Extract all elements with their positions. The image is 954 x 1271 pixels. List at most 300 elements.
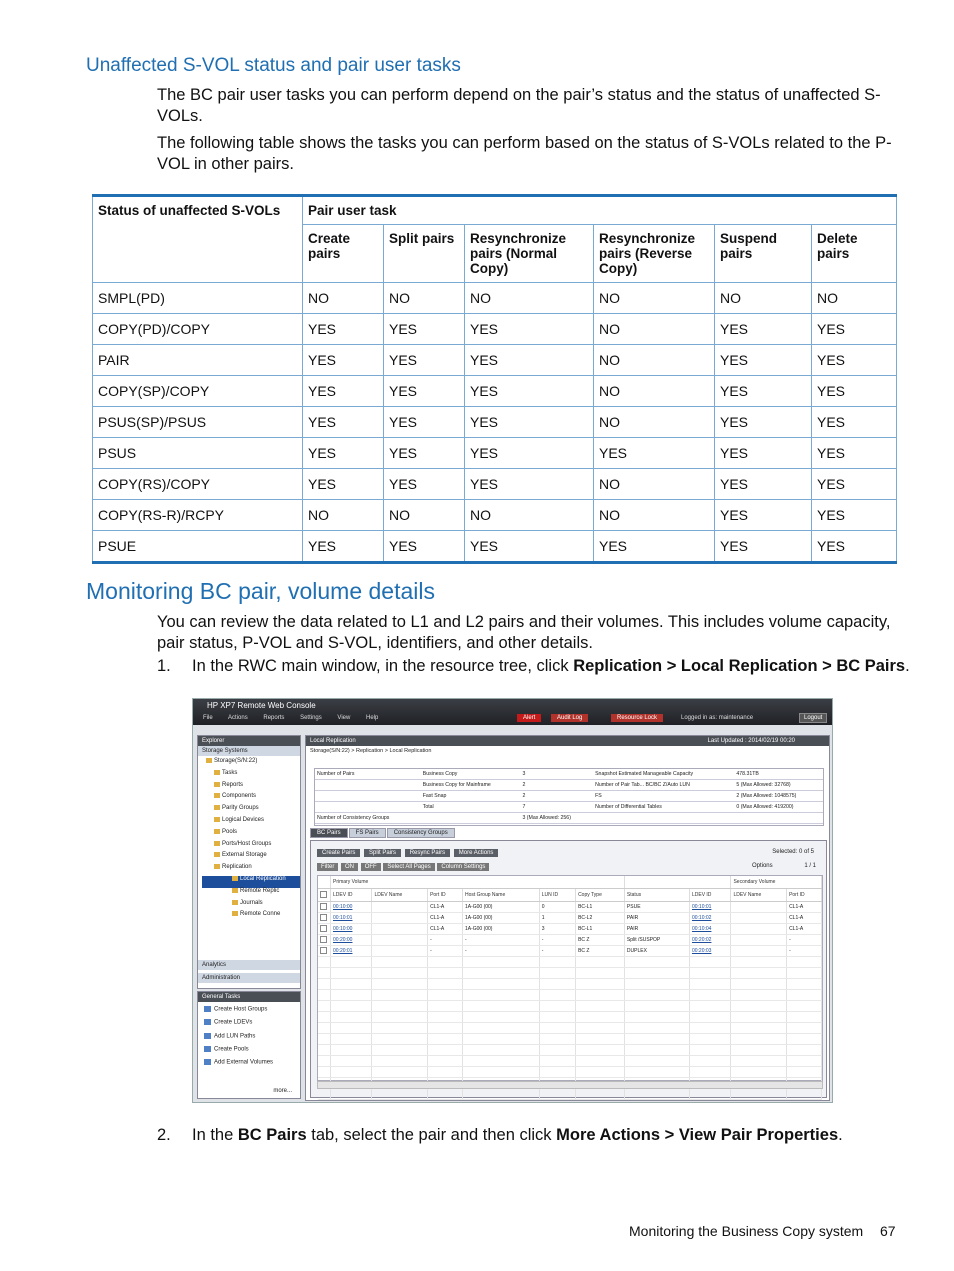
table-row bbox=[93, 283, 897, 314]
filter-on-button[interactable]: ON bbox=[341, 863, 358, 871]
status-cell: COPY(PD)/COPY bbox=[93, 314, 303, 345]
grid-cell bbox=[787, 935, 822, 946]
empty-cell bbox=[787, 1056, 822, 1067]
alert-button[interactable]: Alert bbox=[517, 714, 541, 722]
cell-text: 1A-G00 (00) bbox=[464, 915, 493, 921]
summary-row bbox=[315, 802, 823, 813]
ldev-link-cell[interactable] bbox=[689, 913, 730, 924]
task-cell: YES bbox=[384, 469, 465, 500]
empty-row bbox=[318, 1001, 822, 1012]
column-header[interactable]: Port ID bbox=[428, 889, 463, 902]
select-all-checkbox-cell[interactable] bbox=[318, 889, 331, 902]
select-column bbox=[318, 876, 331, 889]
empty-cell bbox=[576, 1012, 625, 1023]
action-buttons bbox=[317, 849, 500, 857]
menu-item[interactable]: Help bbox=[366, 715, 379, 721]
step-text-bold: Replication > Local Replication > BC Pairs bbox=[573, 657, 906, 675]
empty-cell bbox=[539, 990, 575, 1001]
resync-pairs-button[interactable]: Resync Pairs bbox=[405, 849, 450, 857]
summary-cell bbox=[315, 802, 421, 813]
empty-cell bbox=[318, 1034, 331, 1045]
task-cell: YES bbox=[384, 407, 465, 438]
cell-text: 1A-G00 (00) bbox=[464, 904, 493, 910]
grid-cell bbox=[372, 902, 428, 913]
folder-icon bbox=[232, 876, 238, 881]
empty-cell bbox=[331, 1034, 372, 1045]
grid-cell bbox=[787, 946, 822, 957]
row-checkbox-cell[interactable] bbox=[318, 946, 331, 957]
ldev-link[interactable]: 00:10:00 bbox=[333, 904, 353, 910]
table-row[interactable] bbox=[318, 946, 822, 957]
empty-cell bbox=[372, 1001, 428, 1012]
empty-cell bbox=[331, 968, 372, 979]
general-task-link[interactable] bbox=[198, 1033, 300, 1046]
empty-cell bbox=[539, 1001, 575, 1012]
empty-cell bbox=[462, 1056, 539, 1067]
general-task-link[interactable] bbox=[198, 1006, 300, 1019]
summary-cell: 3 (Max Allowed: 256) bbox=[520, 813, 593, 824]
empty-cell bbox=[576, 1045, 625, 1056]
empty-cell bbox=[787, 968, 822, 979]
administration-header[interactable]: Administration bbox=[198, 973, 300, 983]
empty-cell bbox=[689, 1012, 730, 1023]
tree-item-label: Remote Replic bbox=[240, 887, 280, 894]
empty-row bbox=[318, 1067, 822, 1078]
empty-cell bbox=[731, 1034, 787, 1045]
column-header[interactable]: Copy Type bbox=[576, 889, 625, 902]
column-header[interactable]: Status bbox=[624, 889, 689, 902]
grid-cell bbox=[539, 935, 575, 946]
empty-cell bbox=[731, 1067, 787, 1078]
empty-cell bbox=[372, 1056, 428, 1067]
tab-consistency-groups[interactable]: Consistency Groups bbox=[387, 828, 455, 838]
title-bar bbox=[193, 699, 832, 725]
tree-item[interactable] bbox=[202, 841, 300, 853]
empty-cell bbox=[539, 1045, 575, 1056]
step-text-plain: . bbox=[905, 657, 910, 675]
summary-cell: 0 (Max Allowed: 419200) bbox=[734, 802, 823, 813]
menu-item[interactable]: Settings bbox=[300, 715, 322, 721]
empty-cell bbox=[787, 1045, 822, 1056]
empty-row bbox=[318, 968, 822, 979]
summary-cell: Total bbox=[421, 802, 521, 813]
column-header[interactable]: LDEV ID bbox=[689, 889, 730, 902]
table-header: Status of unaffected S-VOLs bbox=[93, 196, 303, 283]
task-cell: NO bbox=[594, 283, 715, 314]
ldev-link[interactable]: 00:20:01 bbox=[333, 948, 353, 954]
task-cell: YES bbox=[812, 407, 897, 438]
task-cell: YES bbox=[465, 314, 594, 345]
cell-text: - bbox=[430, 948, 432, 954]
ldev-link[interactable]: 00:10:00 bbox=[333, 926, 353, 932]
empty-cell bbox=[318, 957, 331, 968]
task-cell: YES bbox=[812, 469, 897, 500]
tree-item-label: Remote Conne bbox=[240, 911, 281, 918]
empty-cell bbox=[428, 1045, 463, 1056]
tree-item[interactable] bbox=[202, 900, 300, 912]
task-cell: YES bbox=[303, 376, 384, 407]
empty-cell bbox=[372, 979, 428, 990]
row-checkbox-cell[interactable] bbox=[318, 935, 331, 946]
cell-text: - bbox=[464, 948, 467, 954]
step-text-plain: In the bbox=[192, 1126, 238, 1144]
grid-cell bbox=[731, 913, 787, 924]
folder-icon bbox=[214, 770, 220, 775]
select-all-pages-button[interactable]: Select All Pages bbox=[383, 863, 434, 871]
column-header[interactable]: Port ID bbox=[787, 889, 822, 902]
column-header[interactable]: LUN ID bbox=[539, 889, 575, 902]
ldev-link[interactable]: 00:10:02 bbox=[691, 915, 712, 921]
empty-cell bbox=[787, 1023, 822, 1034]
options-button[interactable]: Options bbox=[751, 863, 773, 869]
folder-icon bbox=[214, 805, 220, 810]
grid-cell bbox=[462, 935, 539, 946]
empty-cell bbox=[318, 990, 331, 1001]
general-task-link[interactable] bbox=[198, 1046, 300, 1059]
checkbox[interactable] bbox=[320, 914, 327, 921]
task-cell: NO bbox=[303, 500, 384, 531]
empty-cell bbox=[576, 1067, 625, 1078]
ldev-link[interactable]: 00:10:01 bbox=[691, 904, 712, 910]
tree-item[interactable] bbox=[202, 793, 300, 805]
ldev-link-cell[interactable] bbox=[689, 924, 730, 935]
grid-cell bbox=[462, 902, 539, 913]
task-cell: YES bbox=[303, 345, 384, 376]
empty-cell bbox=[462, 1089, 539, 1100]
empty-row bbox=[318, 990, 822, 1001]
cell-text: PAIR bbox=[626, 926, 639, 932]
task-cell: NO bbox=[384, 500, 465, 531]
cell-text: BC Z bbox=[578, 937, 590, 943]
ldev-link[interactable]: 00:10:01 bbox=[333, 915, 353, 921]
column-header[interactable]: LDEV ID bbox=[331, 889, 372, 902]
summary-row bbox=[315, 813, 823, 824]
general-task-link[interactable] bbox=[198, 1019, 300, 1032]
tree-item[interactable] bbox=[202, 864, 300, 876]
task-cell: YES bbox=[715, 345, 812, 376]
row-checkbox-cell[interactable] bbox=[318, 902, 331, 913]
analytics-header[interactable]: Analytics bbox=[198, 960, 300, 970]
tree-item[interactable] bbox=[202, 770, 300, 782]
bc-pairs-panel bbox=[310, 840, 827, 1098]
pair-tasks-table bbox=[92, 194, 897, 564]
table-row[interactable] bbox=[318, 913, 822, 924]
task-cell: YES bbox=[465, 438, 594, 469]
empty-cell bbox=[372, 957, 428, 968]
task-cell: NO bbox=[384, 283, 465, 314]
empty-cell bbox=[462, 1067, 539, 1078]
section-heading: Monitoring BC pair, volume details bbox=[86, 578, 435, 604]
more-link[interactable]: more... bbox=[273, 1088, 292, 1094]
tab-bar bbox=[310, 828, 456, 838]
empty-cell bbox=[372, 990, 428, 1001]
tree-item[interactable] bbox=[202, 817, 300, 829]
general-tasks-title: General Tasks bbox=[198, 992, 300, 1002]
pairs-grid bbox=[317, 875, 823, 1081]
summary-cell: 5 (Max Allowed: 32768) bbox=[734, 780, 823, 791]
grid-cell bbox=[462, 946, 539, 957]
empty-cell bbox=[624, 1089, 689, 1100]
cell-text: - bbox=[789, 948, 791, 954]
app-title: HP XP7 Remote Web Console bbox=[207, 701, 316, 710]
ldev-link-cell[interactable] bbox=[331, 924, 372, 935]
summary-cell bbox=[421, 813, 521, 824]
table-row bbox=[93, 345, 897, 376]
summary-cell: Number of Pairs bbox=[315, 769, 421, 780]
empty-cell bbox=[689, 957, 730, 968]
table-row bbox=[93, 407, 897, 438]
summary-cell: Number of Pair Tab... BC/BC Z/Auto LUN bbox=[593, 780, 734, 791]
resource-lock-button[interactable]: Resource Lock bbox=[611, 714, 663, 722]
ldev-link-cell[interactable] bbox=[331, 946, 372, 957]
grid-cell bbox=[576, 913, 625, 924]
empty-cell bbox=[787, 990, 822, 1001]
empty-cell bbox=[731, 1089, 787, 1100]
checkbox[interactable] bbox=[320, 925, 327, 932]
ldev-link-cell[interactable] bbox=[689, 946, 730, 957]
user-label: Logged in as: maintenance bbox=[681, 715, 754, 721]
empty-cell bbox=[689, 990, 730, 1001]
empty-cell bbox=[539, 1012, 575, 1023]
empty-cell bbox=[428, 1012, 463, 1023]
tree-item[interactable] bbox=[202, 782, 300, 794]
empty-cell bbox=[428, 957, 463, 968]
task-cell: YES bbox=[303, 407, 384, 438]
column-settings-button[interactable]: Column Settings bbox=[437, 863, 489, 871]
column-header[interactable]: LDEV Name bbox=[731, 889, 787, 902]
cell-text: 0 bbox=[541, 904, 545, 910]
row-checkbox-cell[interactable] bbox=[318, 913, 331, 924]
paragraph: The BC pair user tasks you can perform depend on the pair’s status and the status of unaffected S-VOLs. bbox=[157, 86, 881, 125]
grid-cell bbox=[428, 902, 463, 913]
empty-cell bbox=[428, 979, 463, 990]
empty-cell bbox=[731, 1001, 787, 1012]
empty-cell bbox=[787, 1034, 822, 1045]
table-row bbox=[93, 500, 897, 531]
split-pairs-button[interactable]: Split Pairs bbox=[364, 849, 401, 857]
task-cell: YES bbox=[384, 345, 465, 376]
tree-item-label: Ports/Host Groups bbox=[222, 840, 272, 847]
filter-off-button[interactable]: OFF bbox=[361, 863, 381, 871]
storage-systems-header[interactable]: Storage Systems bbox=[198, 746, 300, 756]
tab-fs-pairs[interactable]: FS Pairs bbox=[349, 828, 386, 838]
folder-icon bbox=[214, 829, 220, 834]
task-cell: YES bbox=[303, 438, 384, 469]
empty-cell bbox=[331, 1045, 372, 1056]
empty-cell bbox=[331, 1012, 372, 1023]
empty-cell bbox=[624, 1045, 689, 1056]
tree-item[interactable] bbox=[202, 888, 300, 900]
cell-text: CL1-A bbox=[789, 926, 804, 932]
empty-cell bbox=[318, 968, 331, 979]
copy-status-group bbox=[624, 876, 731, 889]
table-header: Suspend pairs bbox=[715, 225, 812, 283]
task-label: Add LUN Paths bbox=[214, 1033, 256, 1040]
empty-cell bbox=[331, 1067, 372, 1078]
filter-button[interactable]: Filter bbox=[317, 863, 338, 871]
tree-item-label: Local Replication bbox=[240, 876, 286, 883]
empty-cell bbox=[318, 1067, 331, 1078]
empty-cell bbox=[689, 1067, 730, 1078]
empty-cell bbox=[428, 1067, 463, 1078]
task-cell: YES bbox=[465, 376, 594, 407]
empty-cell bbox=[539, 1067, 575, 1078]
ldev-link[interactable]: 00:20:00 bbox=[333, 937, 353, 943]
checkbox[interactable] bbox=[320, 903, 327, 910]
empty-cell bbox=[624, 979, 689, 990]
ldev-link-cell[interactable] bbox=[689, 935, 730, 946]
table-row[interactable] bbox=[318, 924, 822, 935]
footer-title: Monitoring the Business Copy system bbox=[629, 1223, 864, 1239]
task-cell: YES bbox=[715, 469, 812, 500]
main-title: Local Replication bbox=[306, 736, 829, 746]
grid-cell bbox=[372, 924, 428, 935]
tree-item-label: Logical Devices bbox=[222, 817, 265, 824]
cell-text: - bbox=[541, 937, 544, 943]
table-header: Resynchronize pairs (Reverse Copy) bbox=[594, 225, 715, 283]
empty-cell bbox=[539, 968, 575, 979]
tree-item-label: Pools bbox=[222, 828, 238, 835]
menu-item[interactable]: View bbox=[337, 715, 351, 721]
task-cell: NO bbox=[594, 345, 715, 376]
general-task-link[interactable] bbox=[198, 1059, 300, 1072]
step-text bbox=[192, 657, 910, 676]
grid-cell bbox=[539, 946, 575, 957]
horizontal-scrollbar[interactable] bbox=[317, 1081, 823, 1089]
task-cell: NO bbox=[594, 314, 715, 345]
empty-cell bbox=[462, 1023, 539, 1034]
tree-item-label: Reports bbox=[222, 781, 244, 788]
ldev-link-cell[interactable] bbox=[331, 902, 372, 913]
cell-text: - bbox=[541, 948, 544, 954]
ldev-link[interactable]: 00:10:04 bbox=[691, 926, 712, 932]
summary-cell bbox=[315, 791, 421, 802]
empty-cell bbox=[318, 1012, 331, 1023]
ldev-link-cell[interactable] bbox=[331, 935, 372, 946]
empty-cell bbox=[624, 1034, 689, 1045]
checkbox[interactable] bbox=[320, 891, 327, 898]
empty-cell bbox=[787, 957, 822, 968]
cell-text: CL1-A bbox=[789, 904, 804, 910]
row-checkbox-cell[interactable] bbox=[318, 924, 331, 935]
empty-cell bbox=[428, 1001, 463, 1012]
tab-bc-pairs[interactable]: BC Pairs bbox=[310, 828, 348, 838]
more-actions-button[interactable]: More Actions bbox=[454, 849, 499, 857]
ldev-link[interactable]: 00:20:02 bbox=[691, 937, 712, 943]
checkbox[interactable] bbox=[320, 936, 327, 943]
grid-cell bbox=[428, 946, 463, 957]
summary-cell: Fast Snap bbox=[421, 791, 521, 802]
menu-item[interactable]: File bbox=[203, 715, 213, 721]
table-row[interactable] bbox=[318, 902, 822, 913]
summary-cell bbox=[734, 813, 823, 824]
cell-text: - bbox=[464, 937, 467, 943]
task-cell: YES bbox=[303, 469, 384, 500]
empty-row bbox=[318, 1045, 822, 1056]
empty-row bbox=[318, 957, 822, 968]
task-cell: YES bbox=[812, 376, 897, 407]
cell-text: PSUE bbox=[626, 904, 641, 910]
task-cell: NO bbox=[715, 283, 812, 314]
cell-text: - bbox=[789, 937, 791, 943]
empty-cell bbox=[331, 979, 372, 990]
ldev-link-cell[interactable] bbox=[689, 902, 730, 913]
tree-item[interactable] bbox=[202, 852, 300, 864]
pager bbox=[752, 863, 816, 869]
summary-cell: 3 bbox=[520, 769, 593, 780]
column-header[interactable]: Host Group Name bbox=[462, 889, 539, 902]
column-header[interactable]: LDEV Name bbox=[372, 889, 428, 902]
empty-cell bbox=[331, 1056, 372, 1067]
ldev-link-cell[interactable] bbox=[331, 913, 372, 924]
grid-cell bbox=[576, 946, 625, 957]
ldev-link[interactable]: 00:20:03 bbox=[691, 948, 712, 954]
table-header: Pair user task bbox=[303, 196, 897, 225]
empty-cell bbox=[689, 1089, 730, 1100]
status-cell: COPY(RS)/COPY bbox=[93, 469, 303, 500]
empty-cell bbox=[372, 1089, 428, 1100]
resource-tree bbox=[198, 756, 300, 923]
tree-item[interactable] bbox=[202, 829, 300, 841]
table-row bbox=[93, 314, 897, 345]
cell-text: CL1-A bbox=[430, 904, 445, 910]
empty-cell bbox=[787, 1089, 822, 1100]
tree-item-selected[interactable] bbox=[202, 876, 300, 888]
grid-cell bbox=[731, 935, 787, 946]
summary-cell: Business Copy bbox=[421, 769, 521, 780]
tree-item[interactable] bbox=[202, 805, 300, 817]
table-header: Split pairs bbox=[384, 225, 465, 283]
empty-cell bbox=[539, 1034, 575, 1045]
empty-cell bbox=[576, 979, 625, 990]
menu-item[interactable]: Actions bbox=[228, 715, 248, 721]
task-cell: YES bbox=[465, 469, 594, 500]
menu-item[interactable]: Reports bbox=[263, 715, 285, 721]
empty-cell bbox=[689, 1045, 730, 1056]
empty-cell bbox=[372, 968, 428, 979]
empty-cell bbox=[576, 1034, 625, 1045]
tree-item[interactable] bbox=[202, 911, 300, 923]
task-cell: NO bbox=[594, 500, 715, 531]
tree-item[interactable] bbox=[202, 758, 300, 770]
task-cell: NO bbox=[594, 407, 715, 438]
create-pairs-button[interactable]: Create Pairs bbox=[317, 849, 360, 857]
task-label: Add External Volumes bbox=[214, 1059, 274, 1066]
empty-cell bbox=[331, 957, 372, 968]
folder-icon bbox=[214, 864, 220, 869]
audit-log-button[interactable]: Audit Log bbox=[551, 714, 588, 722]
empty-cell bbox=[689, 979, 730, 990]
grid-cell bbox=[576, 924, 625, 935]
empty-cell bbox=[624, 1012, 689, 1023]
logout-button[interactable]: Logout bbox=[799, 713, 827, 723]
checkbox[interactable] bbox=[320, 947, 327, 954]
grid-cell bbox=[428, 935, 463, 946]
task-icon bbox=[204, 1006, 211, 1012]
rwc-screenshot bbox=[192, 698, 833, 1103]
task-cell: YES bbox=[594, 438, 715, 469]
paragraph: The following table shows the tasks you can perform based on the status of S-VOLs related to the P-VOL in other pairs. bbox=[157, 134, 892, 173]
step-text-bold: BC Pairs bbox=[237, 1126, 307, 1144]
grid-cell bbox=[428, 924, 463, 935]
secondary-volume-group: Secondary Volume bbox=[731, 876, 822, 889]
empty-cell bbox=[428, 990, 463, 1001]
cell-text: Split /SUSPOP bbox=[626, 937, 661, 943]
table-row[interactable] bbox=[318, 935, 822, 946]
empty-cell bbox=[539, 957, 575, 968]
status-cell: COPY(RS-R)/RCPY bbox=[93, 500, 303, 531]
summary-row bbox=[315, 791, 823, 802]
